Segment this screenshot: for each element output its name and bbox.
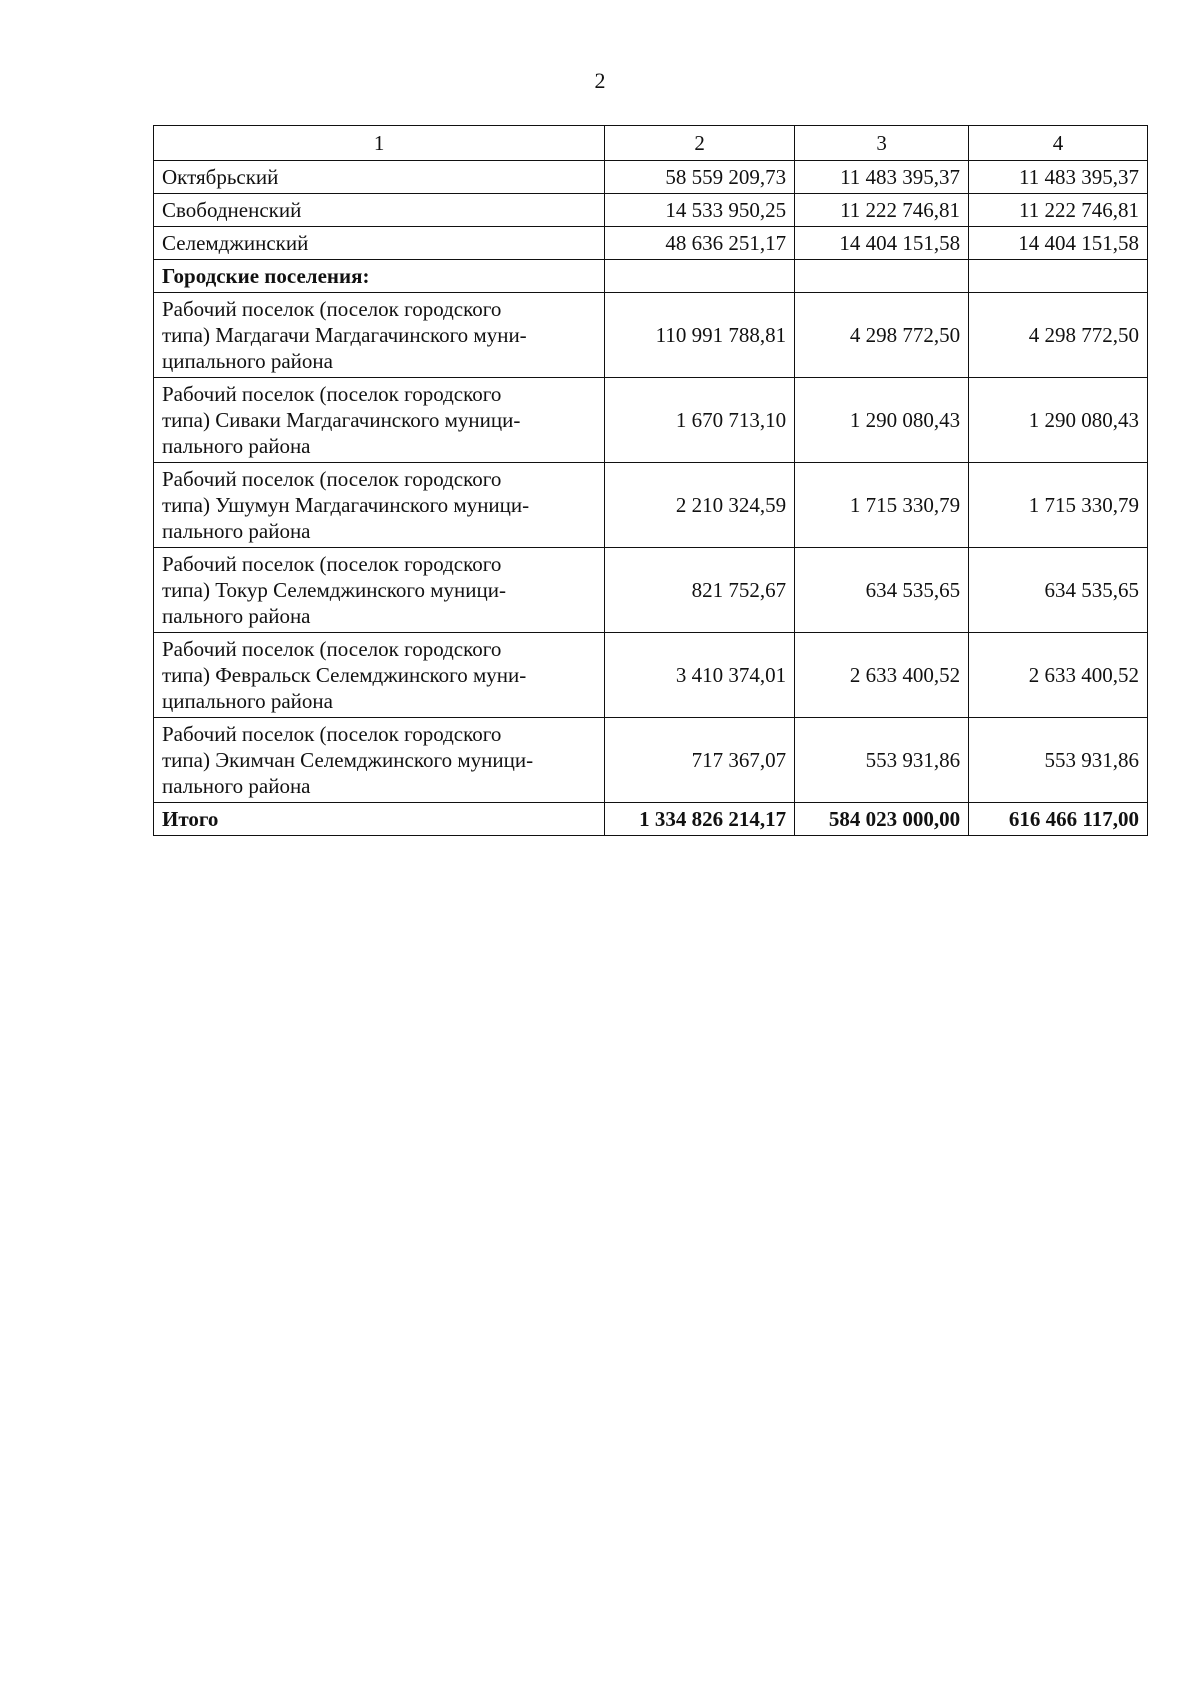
row-value-col4: 4 298 772,50 xyxy=(969,293,1148,378)
row-name-line: Рабочий поселок (поселок городского xyxy=(162,637,502,661)
empty-cell xyxy=(605,260,795,293)
row-name: Свободненский xyxy=(154,194,605,227)
row-value-col2: 14 533 950,25 xyxy=(605,194,795,227)
row-name-line: Рабочий поселок (поселок городского xyxy=(162,467,502,491)
row-name xyxy=(154,293,605,378)
table-row xyxy=(154,378,1148,463)
row-name: Октябрьский xyxy=(154,161,605,194)
row-name-line: пального района xyxy=(162,434,311,458)
row-value-col3: 1 715 330,79 xyxy=(795,463,969,548)
table-header-row xyxy=(154,126,1148,161)
column-header: 4 xyxy=(969,126,1148,161)
row-value-col4: 1 290 080,43 xyxy=(969,378,1148,463)
row-value-col2: 1 670 713,10 xyxy=(605,378,795,463)
row-value-col2: 110 991 788,81 xyxy=(605,293,795,378)
row-value-col2: 821 752,67 xyxy=(605,548,795,633)
table-row xyxy=(154,194,1148,227)
empty-cell xyxy=(795,260,969,293)
row-name-line: типа) Экимчан Селемджинского муници- xyxy=(162,748,534,772)
row-value-col3: 11 222 746,81 xyxy=(795,194,969,227)
row-name-line: пального района xyxy=(162,519,311,543)
row-value-col3: 634 535,65 xyxy=(795,548,969,633)
row-name xyxy=(154,463,605,548)
row-name xyxy=(154,378,605,463)
table-row xyxy=(154,227,1148,260)
row-value-col3: 2 633 400,52 xyxy=(795,633,969,718)
row-value-col4: 2 633 400,52 xyxy=(969,633,1148,718)
row-name-line: пального района xyxy=(162,604,311,628)
total-value-col4: 616 466 117,00 xyxy=(969,803,1148,836)
table-row xyxy=(154,633,1148,718)
column-header: 1 xyxy=(154,126,605,161)
row-value-col3: 1 290 080,43 xyxy=(795,378,969,463)
row-value-col4: 14 404 151,58 xyxy=(969,227,1148,260)
row-name-line: ципального района xyxy=(162,349,333,373)
table-row xyxy=(154,718,1148,803)
row-name xyxy=(154,718,605,803)
row-value-col2: 2 210 324,59 xyxy=(605,463,795,548)
row-value-col3: 553 931,86 xyxy=(795,718,969,803)
total-row xyxy=(154,803,1148,836)
table-row xyxy=(154,161,1148,194)
row-name-line: типа) Февральск Селемджинского муни- xyxy=(162,663,527,687)
row-name-line: типа) Ушумун Магдагачинского муници- xyxy=(162,493,530,517)
row-name-line: типа) Магдагачи Магдагачинского муни- xyxy=(162,323,527,347)
row-name-line: Рабочий поселок (поселок городского xyxy=(162,552,502,576)
row-value-col2: 58 559 209,73 xyxy=(605,161,795,194)
row-name-line: пального района xyxy=(162,774,311,798)
row-name-line: Рабочий поселок (поселок городского xyxy=(162,722,502,746)
row-name-line: Рабочий поселок (поселок городского xyxy=(162,382,502,406)
row-name-line: типа) Токур Селемджинского муници- xyxy=(162,578,506,602)
row-value-col4: 553 931,86 xyxy=(969,718,1148,803)
table-row xyxy=(154,548,1148,633)
column-header: 2 xyxy=(605,126,795,161)
row-value-col4: 1 715 330,79 xyxy=(969,463,1148,548)
row-value-col2: 3 410 374,01 xyxy=(605,633,795,718)
row-value-col4: 11 222 746,81 xyxy=(969,194,1148,227)
row-name-line: типа) Сиваки Магдагачинского муници- xyxy=(162,408,521,432)
row-name xyxy=(154,548,605,633)
row-value-col2: 717 367,07 xyxy=(605,718,795,803)
empty-cell xyxy=(969,260,1148,293)
row-value-col4: 634 535,65 xyxy=(969,548,1148,633)
page-number: 2 xyxy=(594,68,606,93)
table-row xyxy=(154,463,1148,548)
row-value-col3: 14 404 151,58 xyxy=(795,227,969,260)
row-value-col3: 11 483 395,37 xyxy=(795,161,969,194)
section-header-row xyxy=(154,260,1148,293)
total-value-col2: 1 334 826 214,17 xyxy=(605,803,795,836)
total-label: Итого xyxy=(154,803,605,836)
total-value-col3: 584 023 000,00 xyxy=(795,803,969,836)
table-row xyxy=(154,293,1148,378)
row-name xyxy=(154,633,605,718)
row-value-col4: 11 483 395,37 xyxy=(969,161,1148,194)
column-header: 3 xyxy=(795,126,969,161)
row-name-line: Рабочий поселок (поселок городского xyxy=(162,297,502,321)
row-name-line: ципального района xyxy=(162,689,333,713)
row-value-col2: 48 636 251,17 xyxy=(605,227,795,260)
row-name: Селемджинский xyxy=(154,227,605,260)
section-title: Городские поселения: xyxy=(154,260,605,293)
row-value-col3: 4 298 772,50 xyxy=(795,293,969,378)
budget-table xyxy=(153,125,1148,836)
